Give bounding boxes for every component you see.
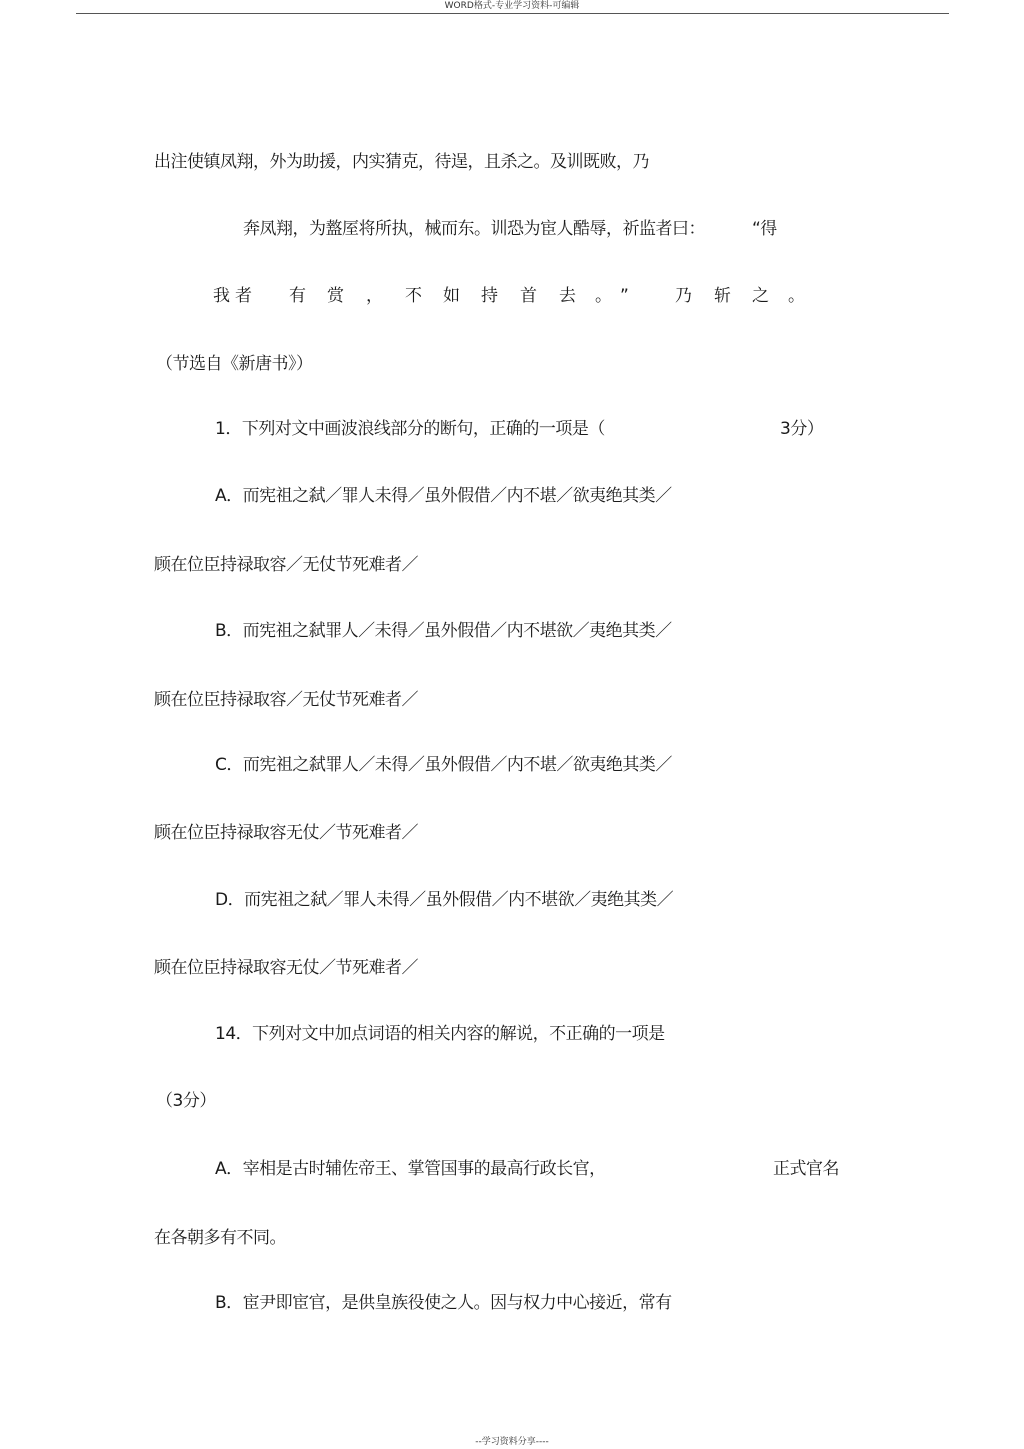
passage-char: 有	[289, 286, 306, 306]
passage-char: 我	[213, 286, 230, 306]
passage-line-2: 奔凤翔，为盩厔将所执，械而东。训恐为宦人酷辱，祈监者曰：	[243, 219, 705, 239]
passage-char: 如	[443, 286, 460, 306]
q14-score: （3分）	[156, 1091, 216, 1111]
q13-option-b-line-2: 顾在位臣持禄取容／无仗节死难者／	[154, 690, 418, 710]
passage-char: 持	[481, 286, 498, 306]
passage-char: 者	[235, 286, 252, 306]
q13-option-a-line-1: A．而宪祖之弑／罪人未得／虽外假借／内不堪／欲夷绝其类／	[215, 486, 672, 506]
q14-option-a-line-1: A．宰相是古时辅佐帝王、掌管国事的最高行政长官，	[215, 1159, 606, 1179]
q13-option-a-line-2: 顾在位臣持禄取容／无仗节死难者／	[154, 555, 418, 575]
passage-char: 首	[520, 286, 537, 306]
passage-char: 去	[559, 286, 576, 306]
q13-option-c-line-1: C．而宪祖之弑罪人／未得／虽外假借／内不堪／欲夷绝其类／	[215, 755, 672, 775]
header-rule	[76, 13, 949, 14]
q14-option-a-line-2: 在各朝多有不同。	[154, 1228, 286, 1248]
q13-stem: 1．下列对文中画波浪线部分的断句，正确的一项是（	[215, 419, 605, 439]
q13-option-b-line-1: B．而宪祖之弑罪人／未得／虽外假借／内不堪欲／夷绝其类／	[215, 621, 672, 641]
q14-option-a-tail: 正式官名	[773, 1159, 839, 1179]
passage-source: （节选自《新唐书》）	[156, 354, 313, 374]
passage-char: 赏	[327, 286, 344, 306]
q13-score: 3分）	[780, 419, 824, 439]
passage-char: ”	[620, 286, 629, 306]
passage-char: 。	[788, 286, 805, 306]
passage-char: 。	[595, 286, 612, 306]
q13-option-d-line-2: 顾在位臣持禄取容无仗／节死难者／	[154, 958, 418, 978]
passage-char: ，	[366, 286, 383, 306]
page-header: WORD格式-专业学习资料-可编辑	[444, 1, 580, 11]
q14-stem: 14．下列对文中加点词语的相关内容的解说，不正确的一项是	[215, 1024, 665, 1044]
passage-char: 不	[405, 286, 422, 306]
page-footer: --学习资料分享----	[475, 1437, 549, 1447]
passage-char: 斩	[714, 286, 731, 306]
q13-option-d-line-1: D．而宪祖之弑／罪人未得／虽外假借／内不堪欲／夷绝其类／	[215, 890, 674, 910]
passage-line-1: 出注使镇凤翔，外为助援，内实猜克，待逞，且杀之。及训既败，乃	[154, 152, 649, 172]
passage-char: 之	[752, 286, 769, 306]
passage-char: 乃	[675, 286, 692, 306]
q13-option-c-line-2: 顾在位臣持禄取容无仗／节死难者／	[154, 823, 418, 843]
q14-option-b-line-1: B．宦尹即宦官，是供皇族役使之人。因与权力中心接近，常有	[215, 1293, 672, 1313]
passage-line-2-quote: “得	[752, 219, 777, 239]
